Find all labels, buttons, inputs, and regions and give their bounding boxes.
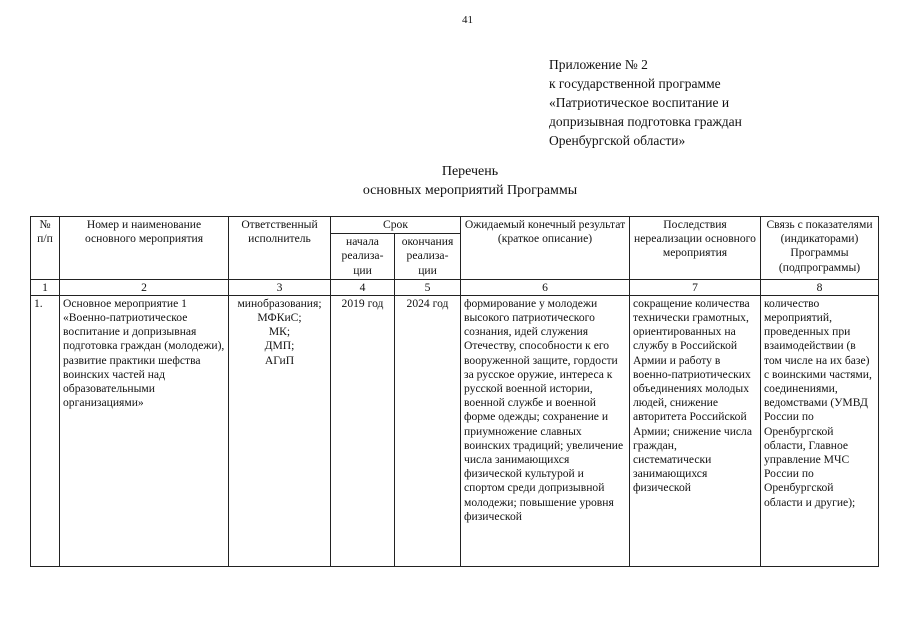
appendix-line: допризывная подготовка граждан [549, 114, 742, 129]
column-number: 3 [229, 279, 331, 295]
header-number: № п/п [31, 217, 60, 280]
column-number: 1 [31, 279, 60, 295]
page-number: 41 [462, 14, 473, 26]
term-start: 2019 год [331, 295, 395, 566]
indicator-link [761, 295, 879, 566]
header-result: Ожидаемый конечный результат (краткое описание) [461, 217, 630, 280]
title-line: основных мероприятий Программы [362, 183, 578, 198]
document-title [290, 162, 650, 200]
column-number: 2 [60, 279, 229, 295]
column-number: 7 [630, 279, 761, 295]
executor-line: МФКиС; [257, 311, 302, 325]
term-end: 2024 год [395, 295, 461, 566]
column-number: 4 [331, 279, 395, 295]
executor-line: МК; [268, 325, 291, 339]
column-number-row [31, 279, 879, 295]
header-row [31, 217, 879, 234]
header-term: Срок [331, 217, 461, 234]
header-executor: Ответственный исполнитель [229, 217, 331, 280]
header-indicators: Связь с показателями (индикаторами) Программы (подпрограммы) [761, 217, 879, 280]
table-row [31, 295, 879, 566]
header-term-end: окончания реализа-ции [395, 234, 461, 280]
appendix-line: Приложение № 2 [549, 57, 648, 72]
responsible-executor [229, 295, 331, 566]
header-term-start: начала реализа-ции [331, 234, 395, 280]
executor-line: минобразования; [237, 296, 322, 310]
appendix-line: Оренбургской области» [549, 133, 686, 148]
row-number: 1. [31, 295, 60, 566]
executor-line: АГиП [264, 353, 295, 367]
column-number: 5 [395, 279, 461, 295]
header-name: Номер и наименование основного мероприятия [60, 217, 229, 280]
non-implementation-consequences [630, 295, 761, 566]
measure-name [60, 295, 229, 566]
header-consequences: Последствия нереализации основного мероприятия [630, 217, 761, 280]
measures-table [30, 216, 879, 567]
executor-line: ДМП; [264, 339, 295, 353]
indicator-link-text: количество мероприятий, проведенных при взаимодействии (в том числе на их базе) с воинскими частями, соединениями, ведомствами (УМВД России по Оренбургской области, Главное управление МЧС России по Оренбургской области и другие); [764, 296, 872, 509]
expected-result-text: формирование у молодежи высокого патриотического сознания, идей служения Отечеству, способности к его вооруженной защите, гордости за русское оружие, интереса к русской военной истории, военной службе и военной форме одежды; сохранение и приумножение славных воинских традиций; увеличение числа занимающихся физической культурой и спортом среди допризывной молодежи; повышение уровня физической [464, 296, 624, 523]
appendix-note [549, 55, 742, 150]
appendix-line: к государственной программе [549, 76, 721, 91]
consequences-text: сокращение количества технически грамотных, ориентированных на службу в Российской Армии и работу в военно-патриотических объединениях молодых людей, снижение авторитета Российской Армии; снижение числа граждан, систематически занимающихся физической [633, 296, 752, 495]
title-line: Перечень [441, 164, 499, 179]
column-number: 8 [761, 279, 879, 295]
appendix-line: «Патриотическое воспитание и [549, 95, 730, 110]
measure-name-text: Основное мероприятие 1 «Военно-патриотическое воспитание и допризывная подготовка граждан (молодежи), развитие практики шефства воинских частей над образовательными организациями» [63, 296, 225, 410]
column-number: 6 [461, 279, 630, 295]
expected-result [461, 295, 630, 566]
